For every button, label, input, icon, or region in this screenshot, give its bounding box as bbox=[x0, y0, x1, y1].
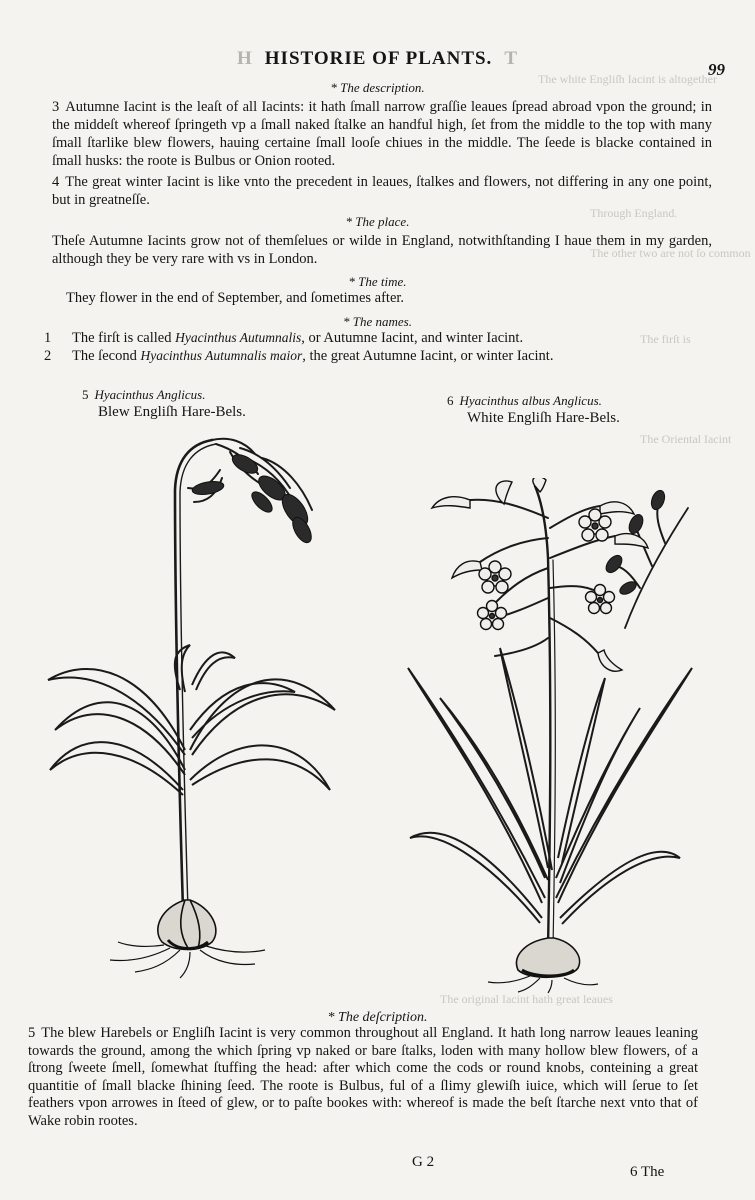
section-heading-description: * The description. bbox=[330, 80, 425, 95]
running-head bbox=[0, 48, 755, 70]
catchword: 6 The bbox=[630, 1164, 665, 1180]
name-number: 1 bbox=[44, 330, 52, 346]
show-through-text: Through England. bbox=[590, 206, 678, 220]
show-through-text: The firſt is bbox=[640, 332, 691, 346]
figure-latin-name: Hyacinthus Anglicus. bbox=[94, 387, 206, 402]
paragraph-number: 5 bbox=[28, 1025, 36, 1041]
paragraph-5 bbox=[28, 1025, 698, 1130]
show-through-text: The Oriental Iacint bbox=[640, 432, 732, 446]
woodcut-white-harebell bbox=[400, 478, 700, 994]
paragraph-3 bbox=[52, 98, 712, 170]
section-heading-names: * The names. bbox=[343, 314, 412, 329]
paragraph-number: 4 bbox=[52, 174, 60, 190]
page-number: 99 bbox=[708, 60, 725, 79]
woodcut-blue-harebell bbox=[40, 430, 350, 980]
name-text: , the great Autumne Iacint, or winter Iacint. bbox=[302, 348, 554, 364]
latin-name: Hyacinthus Autumnalis bbox=[175, 330, 302, 345]
show-through-text: The original Iacint hath great leaues bbox=[440, 992, 613, 1006]
name-text: , or Autumne Iacint, and winter Iacint. bbox=[301, 330, 524, 346]
figure-number: 5 bbox=[82, 387, 89, 402]
paragraph-4 bbox=[52, 173, 712, 209]
page-title: HISTORIE OF PLANTS. bbox=[264, 48, 493, 69]
latin-name: Hyacinthus Autumnalis maior bbox=[140, 348, 303, 363]
ghost-letter: H bbox=[237, 48, 253, 69]
ghost-letter: T bbox=[504, 48, 518, 69]
signature-mark: G 2 bbox=[412, 1154, 435, 1170]
figure-caption-left bbox=[82, 386, 246, 421]
figure-latin-name: Hyacinthus albus Anglicus. bbox=[459, 393, 602, 408]
place-text: Theſe Autumne Iacints grow not of themſelues or wilde in England, notwithſtanding I haue them in my garden, although they be very rare with vs in London. bbox=[52, 233, 712, 267]
names-line-2 bbox=[44, 348, 553, 365]
figure-caption-right bbox=[447, 392, 620, 427]
name-number: 2 bbox=[44, 348, 52, 364]
paragraph-number: 3 bbox=[52, 99, 60, 115]
figure-english-name: Blew Engliſh Hare-Bels. bbox=[98, 404, 246, 420]
paragraph-text: Autumne Iacint is the leaſt of all Iacints: it hath ſmall narrow graſſie leaues ſpread abroad vpon the ground; in the middeſt whereof ſpringeth vp a ſmall naked ſtalke an handful high, ſet from the middle to the top with many ſmall ſtarlike blew flowers, hauing certaine ſmall looſe chiues in the middle. The ſeede is blacke contained in ſmall husks: the roote is Bulbus or Onion rooted. bbox=[52, 99, 712, 169]
time-text: They flower in the end of September, and ſometimes after. bbox=[66, 290, 405, 306]
figure-number: 6 bbox=[447, 393, 454, 408]
show-through-text: The white Engliſh Iacint is altogether bbox=[538, 72, 717, 86]
figure-english-name: White Engliſh Hare-Bels. bbox=[467, 410, 620, 426]
names-line-1 bbox=[44, 330, 523, 347]
show-through-text: The other two are not ſo common bbox=[590, 246, 751, 260]
paragraph-text: The blew Harebels or Engliſh Iacint is very common throughout all England. It hath long narrow leaues leaning towards the ground, among the which ſpring vp naked or bare ſtalks, loden with many hollow blew flowers, of a ſtrong ſweete ſmell, ſomewhat ſtuffing the head: after which come the cods or round knobs, conteining a great quantitie of ſmall blacke ſhining ſeed. The roote is Bulbus, ful of a ſlimy glewiſh iuice, which will ſerue to ſet feathers vpon arrowes in ſteed of glew, or to paſte bookes with: whereof is made the beſt ſtarche next vnto that of Wake robin rootes. bbox=[28, 1025, 698, 1129]
section-heading-description-2: * The deſcription. bbox=[327, 1010, 428, 1025]
paragraph-text: The great winter Iacint is like vnto the precedent in leaues, ſtalkes and flowers, not differing in any one point, but in greatneſſe. bbox=[52, 174, 712, 208]
section-heading-place: * The place. bbox=[345, 214, 410, 229]
name-text: The firſt is called bbox=[72, 330, 176, 346]
name-text: The ſecond bbox=[72, 348, 141, 364]
section-heading-time: * The time. bbox=[348, 274, 407, 289]
